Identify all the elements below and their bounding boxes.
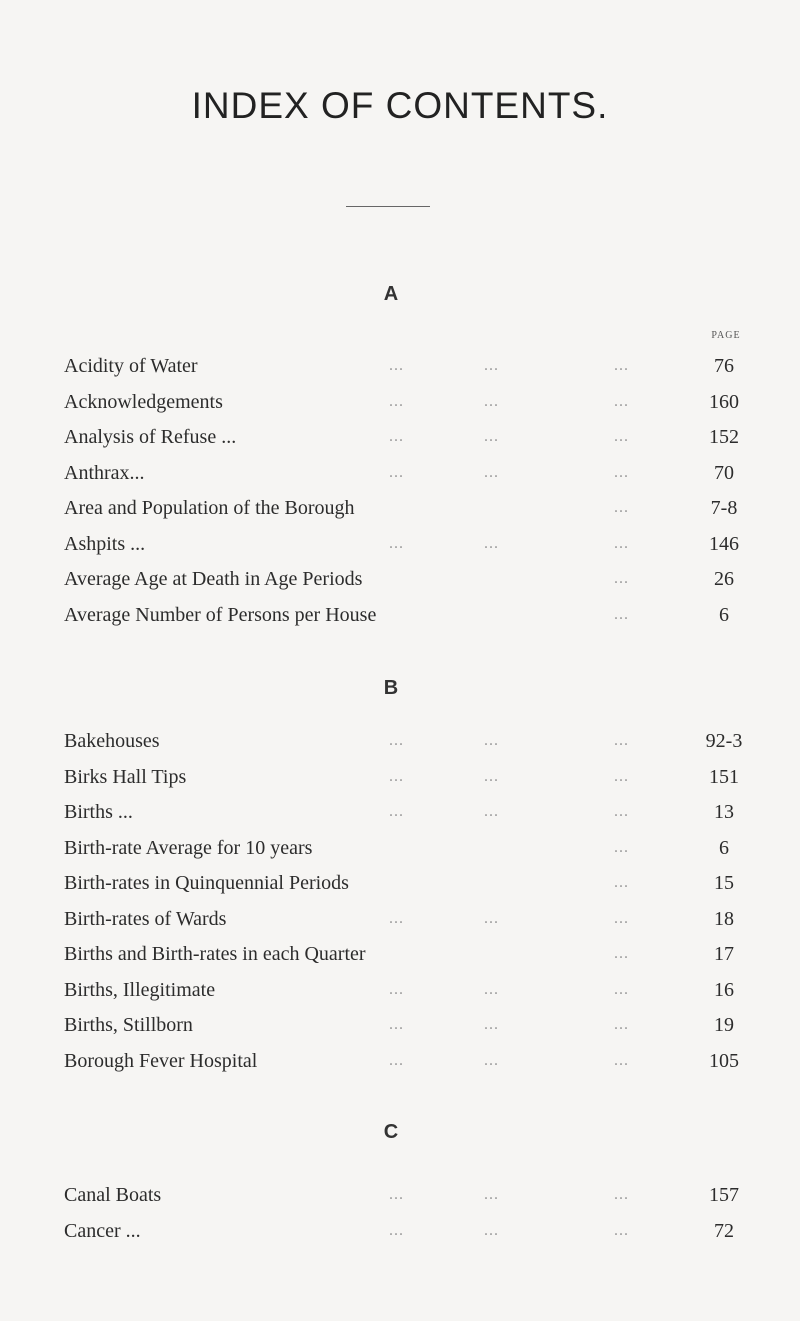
entry-page: 16 xyxy=(714,978,734,1001)
dot-leader: ... xyxy=(614,945,629,962)
dot-leader: ... xyxy=(389,732,404,749)
entry-label: Average Number of Persons per House xyxy=(64,603,377,626)
entry-page: 152 xyxy=(709,426,739,448)
dot-leader: ... xyxy=(614,357,629,374)
dot-leader: ... xyxy=(614,803,629,820)
dot-leader: ... xyxy=(389,1016,404,1033)
dot-leader: ... xyxy=(484,392,499,410)
section-a-entries xyxy=(64,354,764,638)
entry-label: Births and Birth-rates in each Quarter xyxy=(64,943,366,965)
dot-leader: ... xyxy=(614,838,629,856)
entry-label: Births, Illegitimate xyxy=(64,978,216,1001)
index-entry xyxy=(64,765,764,801)
dot-leader: ... xyxy=(484,357,499,374)
dot-leader: ... xyxy=(389,357,404,374)
entry-page: 157 xyxy=(709,1184,739,1206)
dot-leader: ... xyxy=(614,1016,629,1033)
index-entry xyxy=(64,496,764,532)
index-entry xyxy=(64,1183,764,1219)
entry-page: 6 xyxy=(719,603,729,626)
dot-leader: ... xyxy=(614,909,629,927)
entry-label: Analysis of Refuse ... xyxy=(64,426,237,448)
index-entry xyxy=(64,532,764,568)
dot-leader: ... xyxy=(614,980,629,998)
entry-label: Births ... xyxy=(64,801,133,823)
dot-leader: ... xyxy=(389,534,404,552)
dot-leader: ... xyxy=(614,874,629,891)
dot-leader: ... xyxy=(614,605,629,623)
entry-label: Cancer ... xyxy=(64,1219,141,1242)
entry-page: 6 xyxy=(719,836,729,859)
section-letter-b: B xyxy=(383,677,399,699)
entry-page: 76 xyxy=(714,355,734,377)
index-entry xyxy=(64,907,764,943)
dot-leader: ... xyxy=(614,463,629,481)
entry-label: Borough Fever Hospital xyxy=(64,1049,258,1072)
section-b-entries xyxy=(64,729,764,1084)
entry-page: 19 xyxy=(714,1014,734,1036)
entry-page: 13 xyxy=(714,801,734,823)
index-entry xyxy=(64,1049,764,1085)
entry-label: Anthrax... xyxy=(64,461,145,484)
entry-label: Birks Hall Tips xyxy=(64,765,187,788)
dot-leader: ... xyxy=(484,909,499,927)
dot-leader: ... xyxy=(484,767,499,785)
dot-leader: ... xyxy=(389,1051,404,1069)
index-entry xyxy=(64,1013,764,1049)
entry-page: 105 xyxy=(709,1049,739,1072)
entry-label: Bakehouses xyxy=(64,730,160,752)
index-entry xyxy=(64,871,764,907)
index-entry xyxy=(64,942,764,978)
entry-page: 18 xyxy=(714,907,734,930)
dot-leader: ... xyxy=(389,803,404,820)
entry-label: Birth-rate Average for 10 years xyxy=(64,836,313,859)
section-c-entries xyxy=(64,1183,764,1254)
index-entry xyxy=(64,354,764,390)
dot-leader: ... xyxy=(484,1051,499,1069)
index-entry xyxy=(64,800,764,836)
dot-leader: ... xyxy=(484,1186,499,1203)
index-entry xyxy=(64,390,764,426)
dot-leader: ... xyxy=(614,392,629,410)
entry-page: 70 xyxy=(714,461,734,484)
dot-leader: ... xyxy=(389,428,404,445)
dot-leader: ... xyxy=(484,980,499,998)
index-entry xyxy=(64,425,764,461)
dot-leader: ... xyxy=(614,570,629,587)
entry-label: Birth-rates of Wards xyxy=(64,907,227,930)
index-entry xyxy=(64,461,764,497)
dot-leader: ... xyxy=(484,1221,499,1239)
index-entry xyxy=(64,603,764,639)
dot-leader: ... xyxy=(484,534,499,552)
dot-leader: ... xyxy=(614,1051,629,1069)
page-title: INDEX OF CONTENTS. xyxy=(191,85,609,126)
dot-leader: ... xyxy=(389,909,404,927)
dot-leader: ... xyxy=(614,1221,629,1239)
entry-label: Acknowledgements xyxy=(64,390,223,413)
dot-leader: ... xyxy=(484,732,499,749)
entry-label: Birth-rates in Quinquennial Periods xyxy=(64,872,349,894)
entry-page: 151 xyxy=(709,765,739,788)
entry-page: 15 xyxy=(714,872,734,894)
entry-page: 17 xyxy=(714,943,734,965)
index-entry xyxy=(64,836,764,872)
dot-leader: ... xyxy=(389,980,404,998)
index-entry xyxy=(64,978,764,1014)
entry-page: 26 xyxy=(714,568,734,590)
entry-page: 7-8 xyxy=(710,497,738,519)
dot-leader: ... xyxy=(614,1186,629,1203)
title-divider xyxy=(346,206,430,207)
dot-leader: ... xyxy=(614,499,629,516)
section-letter-a: A xyxy=(383,283,399,305)
entry-page: 146 xyxy=(709,532,739,555)
entry-page: 72 xyxy=(714,1219,734,1242)
dot-leader: ... xyxy=(484,1016,499,1033)
entry-label: Births, Stillborn xyxy=(64,1014,193,1036)
dot-leader: ... xyxy=(389,767,404,785)
index-entry xyxy=(64,729,764,765)
section-letter-c: C xyxy=(383,1121,399,1143)
dot-leader: ... xyxy=(614,534,629,552)
dot-leader: ... xyxy=(389,463,404,481)
entry-label: Ashpits ... xyxy=(64,532,146,555)
dot-leader: ... xyxy=(484,803,499,820)
index-entry xyxy=(64,1219,764,1255)
page-column-header: PAGE xyxy=(711,330,741,341)
entry-page: 160 xyxy=(709,390,739,413)
dot-leader: ... xyxy=(484,463,499,481)
dot-leader: ... xyxy=(389,1186,404,1203)
dot-leader: ... xyxy=(484,428,499,445)
entry-page: 92-3 xyxy=(705,730,743,752)
entry-label: Canal Boats xyxy=(64,1184,162,1206)
dot-leader: ... xyxy=(614,732,629,749)
entry-label: Average Age at Death in Age Periods xyxy=(64,568,363,590)
index-entry xyxy=(64,567,764,603)
dot-leader: ... xyxy=(389,1221,404,1239)
dot-leader: ... xyxy=(614,767,629,785)
dot-leader: ... xyxy=(614,428,629,445)
entry-label: Acidity of Water xyxy=(64,355,198,377)
dot-leader: ... xyxy=(389,392,404,410)
entry-label: Area and Population of the Borough xyxy=(64,497,355,519)
